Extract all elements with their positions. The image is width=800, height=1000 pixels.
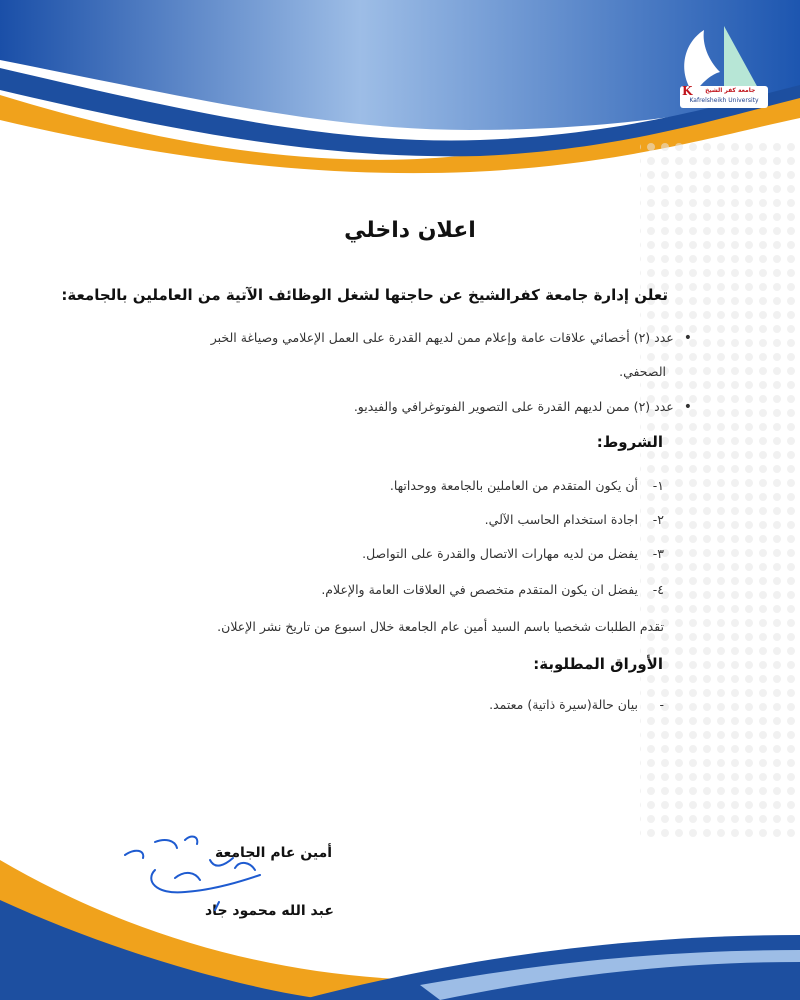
condition-item: ٣-يفضل من لديه مهارات الاتصال والقدرة على التواصل.	[362, 546, 664, 561]
signatory-role: أمين عام الجامعة	[215, 845, 333, 861]
position-item: • عدد (٢) أخصائي علاقات عامة وإعلام ممن لديهم القدرة على العمل الإعلامي وصياغة الخبر	[211, 330, 692, 346]
condition-item: ٤-يفضل ان يكون المتقدم متخصص في العلاقات العامة والإعلام.	[321, 582, 664, 597]
page-title: اعلان داخلي	[344, 218, 476, 243]
condition-item: ١-أن يكون المتقدم من العاملين بالجامعة ووحداتها.	[389, 478, 664, 493]
position-item-continuation: الصحفي.	[619, 364, 666, 379]
conditions-heading: الشروط:	[596, 433, 663, 451]
handwritten-signature	[115, 820, 275, 920]
condition-item: ٢-اجادة استخدام الحاسب الآلي.	[484, 512, 664, 527]
document-item: -بيان حالة(سيرة ذاتية) معتمد.	[489, 697, 664, 712]
intro-text: تعلن إدارة جامعة كفرالشيخ عن حاجتها لشغل الوظائف الآتية من العاملين بالجامعة:	[61, 286, 668, 304]
submission-text: تقدم الطلبات شخصيا باسم السيد أمين عام الجامعة خلال اسبوع من تاريخ نشر الإعلان.	[217, 619, 664, 634]
position-item: • عدد (٢) ممن لديهم القدرة على التصوير الفوتوغرافي والفيديو.	[354, 399, 692, 415]
signatory-name: عبد الله محمود جاد	[205, 903, 334, 919]
documents-heading: الأوراق المطلوبة:	[533, 655, 663, 673]
